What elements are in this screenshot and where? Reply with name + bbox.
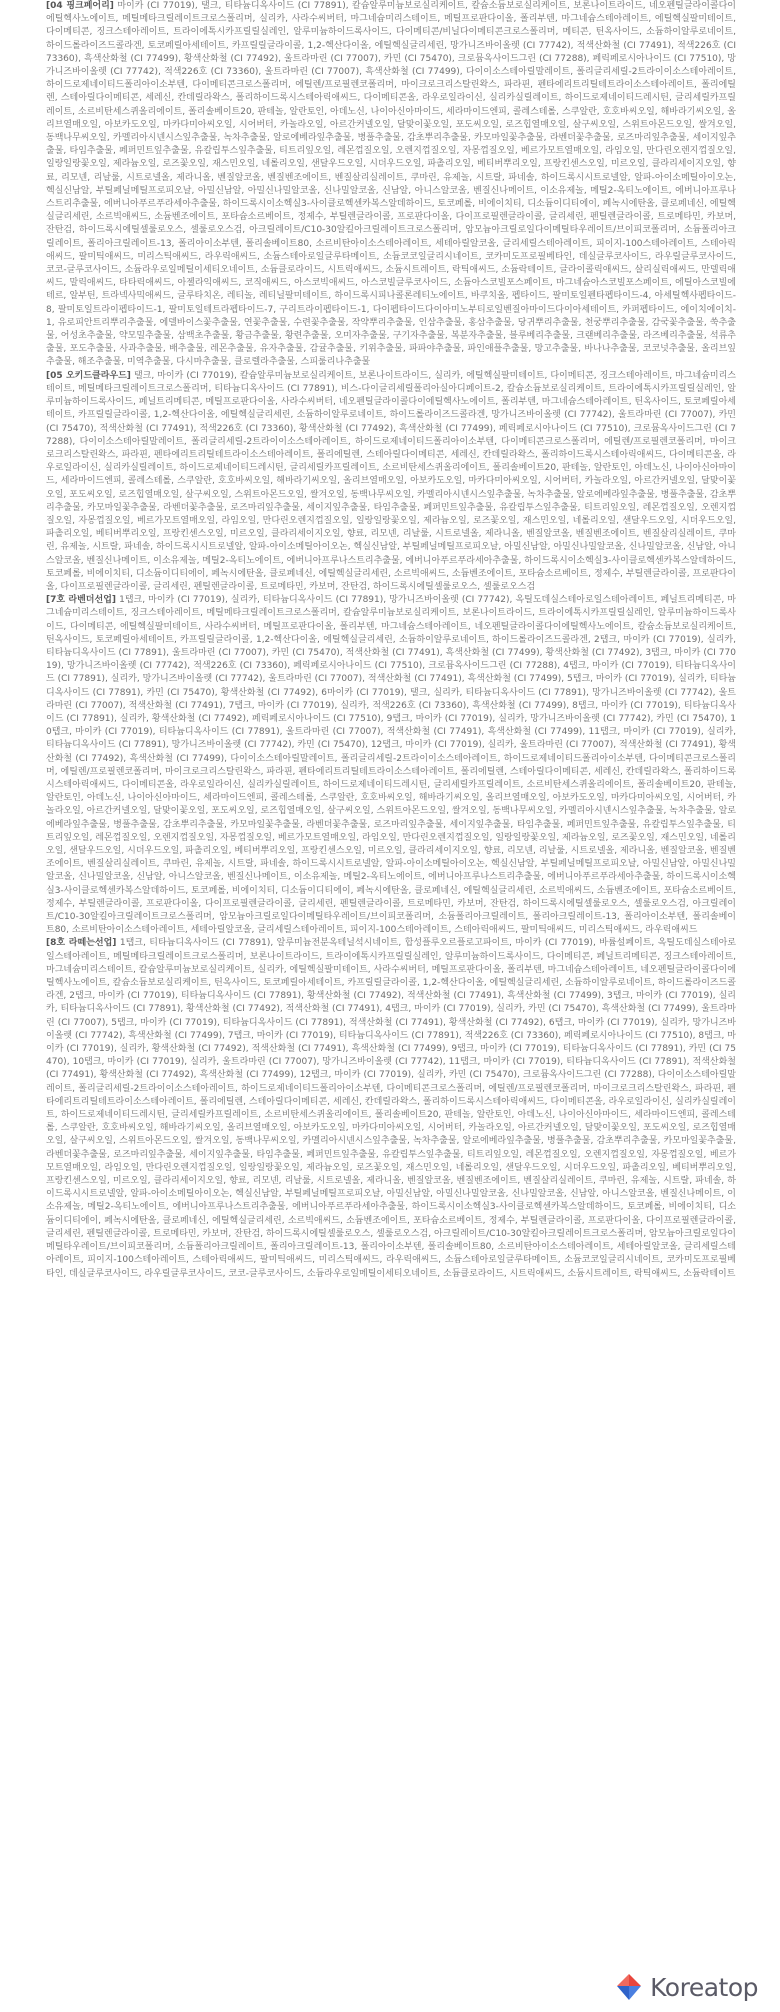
section-body: 1탭크, 마이카 (CI 77019), 실리카, 티타늄디옥사이드 (CI 77891), 망가니즈바이올렛 (CI 77742), 옥틸도데실스테아로일스테아레이트, 페닐트리메티콘, 마그네슘미리스테이트, 징크스테아레이트, 메틸메타크릴레이트크로스폴리머, 칼슘알루미늄보로실리케이트, 보론나이트라이드, 트라이에톡시카프릴릴실레인, 알루미늄하이드록사이드, 다이메티콘, 에틸헥실팔미테이트, 사라수씨버터, 메틸프로판다이올, 폴리부텐, 마그네슘스테아레이트, 네오펜틸글라이콜다이에틸헥사노에이트, 칼슘소듐보로실리케이트, 틴옥사이드, 토코페릴아세테이트, 카프릴릴글라이콜, 1,2-헥산다이올, 에틸헥실글리세린, 소듐하이알루로네이트, 하이드롤라이즈드콜라겐, 2탭크, 마이카 (CI 77019), 실리카, 티타늄디옥사이드 (CI 77891), 울트라마린 (CI 77007), 카민 (CI 75470), 적색산화철 (CI 77491), 흑색산화철 (CI 77499), 황색산화철 (CI 77492), 3탭크, 마이카 (CI 77019), 망가니즈바이올렛 (CI 77742), 적색226호 (CI 73360), 페릭페로시아나이드 (CI 77510), 크로뮴옥사이드그린 (CI 77288), 4탭크, 마이카 (CI 77019), 티타늄디옥사이드 (CI 77891), 실리카, 망가니즈바이올렛 (CI 77742), 울트라마린 (CI 77007), 적색산화철 (CI 77491), 흑색산화철 (CI 77499), 5탭크, 마이카 (CI 77019), 실리카, 티타늄디옥사이드 (CI 77891), 카민 (CI 75470), 황색산화철 (CI 77492), 6마이카 (CI 77019), 탤크, 실리카, 티타늄디옥사이드 (CI 77891), 망가니즈바이올렛 (CI 77742), 울트라마린 (CI 77007), 적색산화철 (CI 77491), 7탭크, 마이카 (CI 77019), 실리카, 적색226호 (CI 73360), 흑색산화철 (CI 77499), 8탭크, 마이카 (CI 77019), 티타늄디옥사이드 (CI 77891), 실리카, 황색산화철 (CI 77492), 페릭페로시아나이드 (CI 77510), 9탭크, 마이카 (CI 77019), 실리카, 망가니즈바이올렛 (CI 77742), 카민 (CI 75470), 10탭크, 마이카 (CI 77019), 티타늄디옥사이드 (CI 77891), 울트라마린 (CI 77007), 적색산화철 (CI 77491), 흑색산화철 (CI 77499), 11탭크, 마이카 (CI 77019), 실리카, 티타늄디옥사이드 (CI 77891), 망가니즈바이올렛 (CI 77742), 카민 (CI 75470), 12탭크, 마이카 (CI 77019), 실리카, 울트라마린 (CI 77007), 적색산화철 (CI 77491), 황색산화철 (CI 77492), 흑색산화철 (CI 77499), 다이이소스테아릴말레이트, 폴리글리세릴-2트라이이소스테아레이트, 하이드로제네이티드폴리아이소부텐, 다이메티콘크로스폴리머, 에틸렌/프로필렌코폴리머, 마이크로크리스탈린왁스, 파라핀, 펜타에리트리틸테트라이소스테아레이트, 폴리에틸렌, 스테아릴다이메티콘, 세레신, 칸데릴라왁스, 폴리하이드록시스테아릭애씨드, 다이메티콘올, 라우로일라이신, 실리카실릴레이트, 하이드로제네이티드레시틴, 글리세릴카프릴레이트, 소르비탄세스퀴올리에이트, 폴리솔베이트20, 판테놀, 알란토인, 아데노신, 나이아신아마이드, 세라마이드엔피, 콜레스테롤, 스쿠알란, 호호바씨오일, 해바라기씨오일, 올리브열매오일, 아보카도오일, 마카다미아씨오일, 시어버터, 카놀라오일, 아르간커넬오일, 달맞이꽃오일, 포도씨오일, 로즈힙열매오일, 살구씨오일, 스위트아몬드오일, 쌀겨오일, 동백나무씨오일, 카멜리아시넨시스잎추출물, 녹차추출물, 알로에베라잎추출물, 병풀추출물, 감초뿌리추출물, 카모마일꽃추출물, 라벤더꽃추출물, 로즈마리잎추출물, 세이지잎추출물, 타임추출물, 페퍼민트잎추출물, 유칼립투스잎추출물, 티트리잎오일, 레몬껍질오일, 오렌지껍질오일, 자몽껍질오일, 베르가모트열매오일, 라임오일, 만다린오렌지껍질오일, 일랑일랑꽃오일, 제라늄오일, 로즈꽃오일, 재스민오일, 네롤리오일, 샌달우드오일, 시더우드오일, 파촐리오일, 베티버뿌리오일, 프랑킨센스오일, 미르오일, 클라리세이지오일, 향료, 리모넨, 리날룰, 시트로넬올, 제라니올, 벤질알코올, 벤질벤조에이트, 벤질살리실레이트, 쿠마린, 유제놀, 시트랄, 파네솔, 하이드록시시트로넬알, 알파-아이소메틸아이오논, 헥실신남알, 부틸페닐메틸프로피오날, 아밀신남알, 아밀신나밀알코올, 신나밀알코올, 신남알, 아니스알코올, 벤질신나메이트, 이소유제놀, 메틸2-옥티노에이트, 에버니아프루나스트리추출물, 에버니아푸르푸라세아추출물, 하이드록시이소헥실3-사이클로헥센카복스알데하이드, 토코페롤, 비에이치티, 디소듐이디티에이, 페녹시에탄올, 클로페네신, 에틸헥실글리세린, 소르빅애씨드, 소듐벤조에이트, 포타슘소르베이트, 정제수, 부틸렌글라이콜, 프로판다이올, 다이프로필렌글라이콜, 글리세린, 펜틸렌글라이콜, 트로메타민, 카보머, 잔탄검, 하이드록시에틸셀룰로오스, 셀룰로오스검, 아크릴레이트/C10-30알킬아크릴레이트크로스폴리머, 암모늄아크릴로일다이메틸타우레이트/브이피코폴리머, 소듐폴리아크릴레이트, 폴리아크릴레이트-13, 폴리아이소부텐, 폴리솔베이트80, 소르비탄아이소스테아레이트, 세테아릴알코올, 글리세릴스테아레이트, 피이지-100스테아레이트, 스테아릭애씨드, 팔미틱애씨드, 미리스틱애씨드, 라우릭애씨드 — [46, 595, 736, 936]
section-heading: [7호 라벤더선업] — [46, 595, 117, 606]
ingredients-section-04 — [46, 0, 736, 370]
section-heading: [04 핑크페어리] — [46, 1, 114, 11]
koreatop-watermark — [612, 1970, 764, 2004]
ingredients-document — [46, 0, 736, 2012]
ingredients-section-07 — [46, 594, 736, 937]
section-body: 탤크, 마이카 (CI 77019), 칼슘알루미늄보로실리케이트, 보론나이트라이드, 실리카, 에틸헥실팔미테이트, 다이메티콘, 징크스테아레이트, 마그네슘미리스테이트, 메틸메타크릴레이트크로스폴리머, 티타늄디옥사이드 (CI 77891), 비스-다이글리세릴폴리아실아디페이트-2, 칼슘소듐보로실리케이트, 트라이에톡시카프릴릴실레인, 알루미늄하이드록사이드, 페닐트리메티콘, 메틸프로판다이올, 사라수씨버터, 네오펜틸글라이콜다이에틸헥사노에이트, 폴리부텐, 마그네슘스테아레이트, 틴옥사이드, 토코페릴아세테이트, 카프릴릴글라이콜, 1,2-헥산다이올, 에틸헥실글리세린, 소듐하이알루로네이트, 하이드롤라이즈드콜라겐, 망가니즈바이올렛 (CI 77742), 울트라마린 (CI 77007), 카민 (CI 75470), 적색산화철 (CI 77491), 적색226호 (CI 73360), 황색산화철 (CI 77492), 흑색산화철 (CI 77499), 페릭페로시아나이드 (CI 77510), 크로뮴옥사이드그린 (CI 77288), 다이이소스테아릴말레이트, 폴리글리세릴-2트라이이소스테아레이트, 하이드로제네이티드폴리아이소부텐, 다이메티콘크로스폴리머, 에틸렌/프로필렌코폴리머, 마이크로크리스탈린왁스, 파라핀, 펜타에리트리틸테트라이소스테아레이트, 폴리에틸렌, 스테아릴다이메티콘, 세레신, 칸데릴라왁스, 폴리하이드록시스테아릭애씨드, 다이메티콘올, 라우로일라이신, 실리카실릴레이트, 하이드로제네이티드레시틴, 글리세릴카프릴레이트, 소르비탄세스퀴올리에이트, 폴리솔베이트20, 판테놀, 알란토인, 아데노신, 나이아신아마이드, 세라마이드엔피, 콜레스테롤, 스쿠알란, 호호바씨오일, 해바라기씨오일, 올리브열매오일, 아보카도오일, 마카다미아씨오일, 시어버터, 카놀라오일, 아르간커넬오일, 달맞이꽃오일, 포도씨오일, 로즈힙열매오일, 살구씨오일, 스위트아몬드오일, 쌀겨오일, 동백나무씨오일, 카멜리아시넨시스잎추출물, 녹차추출물, 알로에베라잎추출물, 병풀추출물, 감초뿌리추출물, 카모마일꽃추출물, 라벤더꽃추출물, 로즈마리잎추출물, 세이지잎추출물, 타임추출물, 페퍼민트잎추출물, 유칼립투스잎추출물, 티트리잎오일, 레몬껍질오일, 오렌지껍질오일, 자몽껍질오일, 베르가모트열매오일, 라임오일, 만다린오렌지껍질오일, 일랑일랑꽃오일, 제라늄오일, 로즈꽃오일, 재스민오일, 네롤리오일, 샌달우드오일, 시더우드오일, 파촐리오일, 베티버뿌리오일, 프랑킨센스오일, 미르오일, 클라리세이지오일, 향료, 리모넨, 리날룰, 시트로넬올, 제라니올, 벤질알코올, 벤질벤조에이트, 벤질살리실레이트, 쿠마린, 유제놀, 시트랄, 파네솔, 하이드록시시트로넬알, 알파-아이소메틸아이오논, 헥실신남알, 부틸페닐메틸프로피오날, 아밀신남알, 아밀신나밀알코올, 신나밀알코올, 신남알, 아니스알코올, 벤질신나메이트, 이소유제놀, 메틸2-옥티노에이트, 에버니아프루나스트리추출물, 에버니아푸르푸라세아추출물, 하이드록시이소헥실3-사이클로헥센카복스알데하이드, 토코페롤, 비에이치티, 디소듐이디티에이, 페녹시에탄올, 클로페네신, 에틸헥실글리세린, 소르빅애씨드, 소듐벤조에이트, 포타슘소르베이트, 정제수, 부틸렌글라이콜, 프로판다이올, 다이프로필렌글라이콜, 글리세린, 펜틸렌글라이콜, 트로메타민, 카보머, 잔탄검, 하이드록시에틸셀룰로오스, 셀룰로오스검 — [46, 370, 736, 592]
section-heading: [8호 라떼는선업] — [46, 938, 117, 949]
section-body: 1탭크, 티타늄디옥사이드 (CI 77891), 알루미늄전분옥테닐석시네이트, 합성플루오르플로고파이트, 마이카 (CI 77019), 바륨설페이트, 옥틸도데실스테아로일스테아레이트, 메틸메타크릴레이트크로스폴리머, 보론나이트라이드, 트라이에톡시카프릴릴실레인, 알루미늄하이드록사이드, 다이메티콘, 페닐트리메티콘, 징크스테아레이트, 마그네슘미리스테이트, 칼슘알루미늄보로실리케이트, 실리카, 에틸헥실팔미테이트, 사라수씨버터, 메틸프로판다이올, 폴리부텐, 마그네슘스테아레이트, 네오펜틸글라이콜다이에틸헥사노에이트, 칼슘소듐보로실리케이트, 틴옥사이드, 토코페릴아세테이트, 카프릴릴글라이콜, 1,2-헥산다이올, 에틸헥실글리세린, 소듐하이알루로네이트, 하이드롤라이즈드콜라겐, 2탭크, 마이카 (CI 77019), 티타늄디옥사이드 (CI 77891), 황색산화철 (CI 77492), 적색산화철 (CI 77491), 흑색산화철 (CI 77499), 3탭크, 마이카 (CI 77019), 실리카, 티타늄디옥사이드 (CI 77891), 황색산화철 (CI 77492), 적색산화철 (CI 77491), 4탭크, 마이카 (CI 77019), 실리카, 카민 (CI 75470), 흑색산화철 (CI 77499), 울트라마린 (CI 77007), 5탭크, 마이카 (CI 77019), 티타늄디옥사이드 (CI 77891), 적색산화철 (CI 77491), 황색산화철 (CI 77492), 6탭크, 마이카 (CI 77019), 실리카, 망가니즈바이올렛 (CI 77742), 흑색산화철 (CI 77499), 7탭크, 마이카 (CI 77019), 티타늄디옥사이드 (CI 77891), 적색226호 (CI 73360), 페릭페로시아나이드 (CI 77510), 8탭크, 마이카 (CI 77019), 실리카, 황색산화철 (CI 77492), 적색산화철 (CI 77491), 흑색산화철 (CI 77499), 9탭크, 마이카 (CI 77019), 티타늄디옥사이드 (CI 77891), 카민 (CI 75470), 10탭크, 마이카 (CI 77019), 실리카, 울트라마린 (CI 77007), 망가니즈바이올렛 (CI 77742), 11탭크, 마이카 (CI 77019), 티타늄디옥사이드 (CI 77891), 적색산화철 (CI 77491), 황색산화철 (CI 77492), 흑색산화철 (CI 77499), 12탭크, 마이카 (CI 77019), 실리카, 카민 (CI 75470), 크로뮴옥사이드그린 (CI 77288), 다이이소스테아릴말레이트, 폴리글리세릴-2트라이이소스테아레이트, 하이드로제네이티드폴리아이소부텐, 다이메티콘크로스폴리머, 에틸렌/프로필렌코폴리머, 마이크로크리스탈린왁스, 파라핀, 펜타에리트리틸테트라이소스테아레이트, 폴리에틸렌, 스테아릴다이메티콘, 세레신, 칸데릴라왁스, 폴리하이드록시스테아릭애씨드, 다이메티콘올, 라우로일라이신, 실리카실릴레이트, 하이드로제네이티드레시틴, 글리세릴카프릴레이트, 소르비탄세스퀴올리에이트, 폴리솔베이트20, 판테놀, 알란토인, 아데노신, 나이아신아마이드, 세라마이드엔피, 콜레스테롤, 스쿠알란, 호호바씨오일, 해바라기씨오일, 올리브열매오일, 아보카도오일, 마카다미아씨오일, 시어버터, 카놀라오일, 아르간커넬오일, 달맞이꽃오일, 포도씨오일, 로즈힙열매오일, 살구씨오일, 스위트아몬드오일, 쌀겨오일, 동백나무씨오일, 카멜리아시넨시스잎추출물, 녹차추출물, 알로에베라잎추출물, 병풀추출물, 감초뿌리추출물, 카모마일꽃추출물, 라벤더꽃추출물, 로즈마리잎추출물, 세이지잎추출물, 타임추출물, 페퍼민트잎추출물, 유칼립투스잎추출물, 티트리잎오일, 레몬껍질오일, 오렌지껍질오일, 자몽껍질오일, 베르가모트열매오일, 라임오일, 만다린오렌지껍질오일, 일랑일랑꽃오일, 제라늄오일, 로즈꽃오일, 재스민오일, 네롤리오일, 샌달우드오일, 시더우드오일, 파촐리오일, 베티버뿌리오일, 프랑킨센스오일, 미르오일, 클라리세이지오일, 향료, 리모넨, 리날룰, 시트로넬올, 제라니올, 벤질알코올, 벤질벤조에이트, 벤질살리실레이트, 쿠마린, 유제놀, 시트랄, 파네솔, 하이드록시시트로넬알, 알파-아이소메틸아이오논, 헥실신남알, 부틸페닐메틸프로피오날, 아밀신남알, 아밀신나밀알코올, 신나밀알코올, 신남알, 아니스알코올, 벤질신나메이트, 이소유제놀, 메틸2-옥티노에이트, 에버니아프루나스트리추출물, 에버니아푸르푸라세아추출물, 하이드록시이소헥실3-사이클로헥센카복스알데하이드, 토코페롤, 비에이치티, 디소듐이디티에이, 페녹시에탄올, 클로페네신, 에틸헥실글리세린, 소르빅애씨드, 소듐벤조에이트, 포타슘소르베이트, 정제수, 부틸렌글라이콜, 프로판다이올, 다이프로필렌글라이콜, 글리세린, 펜틸렌글라이콜, 트로메타민, 카보머, 잔탄검, 하이드록시에틸셀룰로오스, 셀룰로오스검, 아크릴레이트/C10-30알킬아크릴레이트크로스폴리머, 암모늄아크릴로일다이메틸타우레이트/브이피코폴리머, 소듐폴리아크릴레이트, 폴리아크릴레이트-13, 폴리아이소부텐, 폴리솔베이트80, 소르비탄아이소스테아레이트, 세테아릴알코올, 글리세릴스테아레이트, 피이지-100스테아레이트, 스테아릭애씨드, 팔미틱애씨드, 미리스틱애씨드, 라우릭애씨드, 소듐스테아로일글루타메이트, 소듐코코일글리시네이트, 코카미도프로필베타인, 데실글루코사이드, 라우릴글루코사이드, 코코-글루코사이드, 소듐라우로일메틸이세티오네이트, 소듐클로라이드, 시트릭애씨드, 소듐시트레이트, 락틱애씨드, 소듐락테이트 — [46, 938, 736, 1279]
koreatop-logo-icon — [614, 1972, 644, 2002]
ingredients-section-05 — [46, 370, 736, 594]
watermark-text: Koreatop — [650, 1972, 758, 2002]
section-body: 마이카 (CI 77019), 탤크, 티타늄디옥사이드 (CI 77891), 칼슘알루미늄보로실리케이트, 칼슘소듐보로실리케이트, 보론나이트라이드, 네오펜틸글라이콜다이에틸헥사노에이트, 메틸메타크릴레이트크로스폴리머, 실리카, 사라수씨버터, 마그네슘미리스테이트, 메틸프로판다이올, 폴리부텐, 마그네슘스테아레이트, 에틸헥실팔미테이트, 다이메티콘, 징크스테아레이트, 트라이에톡시카프릴릴실레인, 알루미늄하이드록사이드, 다이메티콘/비닐다이메티콘크로스폴리머, 메티콘, 틴옥사이드, 소듐하이알루로네이트, 하이드롤라이즈드콜라겐, 토코페릴아세테이트, 카프릴릴글라이콜, 1,2-헥산다이올, 에틸헥실글리세린, 망가니즈바이올렛 (CI 77742), 적색산화철 (CI 77491), 적색226호 (CI 73360), 흑색산화철 (CI 77499), 황색산화철 (CI 77492), 울트라마린 (CI 77007), 카민 (CI 75470), 크로뮴옥사이드그린 (CI 77288), 페릭페로시아나이드 (CI 77510), 망가니즈바이올렛 (CI 77742), 적색226호 (CI 73360), 울트라마린 (CI 77007), 흑색산화철 (CI 77499), 다이이소스테아릴말레이트, 폴리글리세릴-2트라이이소스테아레이트, 하이드로제네이티드폴리아이소부텐, 다이메티콘크로스폴리머, 에틸렌/프로필렌코폴리머, 마이크로크리스탈린왁스, 파라핀, 펜타에리트리틸테트라이소스테아레이트, 폴리에틸렌, 스테아릴다이메티콘, 세레신, 칸데릴라왁스, 폴리하이드록시스테아릭애씨드, 다이메티콘올, 라우로일라이신, 실리카실릴레이트, 하이드로제네이티드레시틴, 글리세릴카프릴레이트, 소르비탄세스퀴올리에이트, 폴리솔베이트20, 판테놀, 알란토인, 아데노신, 나이아신아마이드, 세라마이드엔피, 콜레스테롤, 스쿠알란, 호호바씨오일, 해바라기씨오일, 올리브열매오일, 아보카도오일, 마카다미아씨오일, 시어버터, 카놀라오일, 아르간커넬오일, 달맞이꽃오일, 포도씨오일, 로즈힙열매오일, 살구씨오일, 스위트아몬드오일, 쌀겨오일, 동백나무씨오일, 카멜리아시넨시스잎추출물, 녹차추출물, 알로에베라잎추출물, 병풀추출물, 감초뿌리추출물, 카모마일꽃추출물, 라벤더꽃추출물, 로즈마리잎추출물, 세이지잎추출물, 타임추출물, 페퍼민트잎추출물, 유칼립투스잎추출물, 티트리잎오일, 레몬껍질오일, 오렌지껍질오일, 자몽껍질오일, 베르가모트열매오일, 라임오일, 만다린오렌지껍질오일, 일랑일랑꽃오일, 제라늄오일, 로즈꽃오일, 재스민오일, 네롤리오일, 샌달우드오일, 시더우드오일, 파촐리오일, 베티버뿌리오일, 프랑킨센스오일, 미르오일, 클라리세이지오일, 향료, 리모넨, 리날룰, 시트로넬올, 제라니올, 벤질알코올, 벤질벤조에이트, 벤질살리실레이트, 쿠마린, 유제놀, 시트랄, 파네솔, 하이드록시시트로넬알, 알파-아이소메틸아이오논, 헥실신남알, 부틸페닐메틸프로피오날, 아밀신남알, 아밀신나밀알코올, 신나밀알코올, 신남알, 아니스알코올, 벤질신나메이트, 이소유제놀, 메틸2-옥티노에이트, 에버니아프루나스트리추출물, 에버니아푸르푸라세아추출물, 하이드록시이소헥실3-사이클로헥센카복스알데하이드, 토코페롤, 비에이치티, 디소듐이디티에이, 페녹시에탄올, 클로페네신, 에틸헥실글리세린, 소르빅애씨드, 소듐벤조에이트, 포타슘소르베이트, 정제수, 부틸렌글라이콜, 프로판다이올, 다이프로필렌글라이콜, 글리세린, 펜틸렌글라이콜, 트로메타민, 카보머, 잔탄검, 하이드록시에틸셀룰로오스, 셀룰로오스검, 아크릴레이트/C10-30알킬아크릴레이트크로스폴리머, 암모늄아크릴로일다이메틸타우레이트/브이피코폴리머, 소듐폴리아크릴레이트, 폴리아크릴레이트-13, 폴리아이소부텐, 폴리솔베이트80, 소르비탄아이소스테아레이트, 세테아릴알코올, 글리세릴스테아레이트, 피이지-100스테아레이트, 스테아릭애씨드, 팔미틱애씨드, 미리스틱애씨드, 라우릭애씨드, 소듐스테아로일글루타메이트, 소듐코코일글리시네이트, 코카미도프로필베타인, 데실글루코사이드, 라우릴글루코사이드, 코코-글루코사이드, 소듐라우로일메틸이세티오네이트, 소듐클로라이드, 시트릭애씨드, 소듐시트레이트, 락틱애씨드, 소듐락테이트, 글라이콜릭애씨드, 살리실릭애씨드, 만델릭애씨드, 말릭애씨드, 타타릭애씨드, 아젤라익애씨드, 코직애씨드, 아스코빅애씨드, 아스코빌글루코사이드, 소듐아스코빌포스페이트, 마그네슘아스코빌포스페이트, 에틸아스코빌에테르, 알부틴, 트라넥사믹애씨드, 글루타치온, 레티놀, 레티닐팔미테이트, 하이드록시피나콜론레티노에이트, 바쿠치올, 펩타이드, 팔미토일펜타펩타이드-4, 아세틸헥사펩타이드-8, 팔미토일트라이펩타이드-1, 팔미토일테트라펩타이드-7, 구리트라이펩타이드-1, 다이펩타이드다이아미노부티로일벤질아마이드다이아세테이트, 카퍼펩타이드, 에이치에이치-1, 유로피안트리뿌리추출물, 에델바이스꽃추출물, 연꽃추출물, 수련꽃추출물, 작약뿌리추출물, 인삼추출물, 홍삼추출물, 당귀뿌리추출물, 천궁뿌리추출물, 감국꽃추출물, 쑥추출물, 어성초추출물, 약모밀추출물, 삼백초추출물, 황금추출물, 황련추출물, 오미자추출물, 구기자추출물, 복분자추출물, 블루베리추출물, 크랜베리추출물, 라즈베리추출물, 석류추출물, 포도추출물, 사과추출물, 배추출물, 레몬추출물, 유자추출물, 감귤추출물, 키위추출물, 파파야추출물, 파인애플추출물, 망고추출물, 바나나추출물, 코코넛추출물, 올리브잎추출물, 해조추출물, 미역추출물, 다시마추출물, 클로렐라추출물, 스피룰리나추출물 — [46, 1, 736, 368]
ingredients-section-08 — [46, 937, 736, 1280]
section-heading: [05 오키드클라우드] — [46, 370, 131, 381]
